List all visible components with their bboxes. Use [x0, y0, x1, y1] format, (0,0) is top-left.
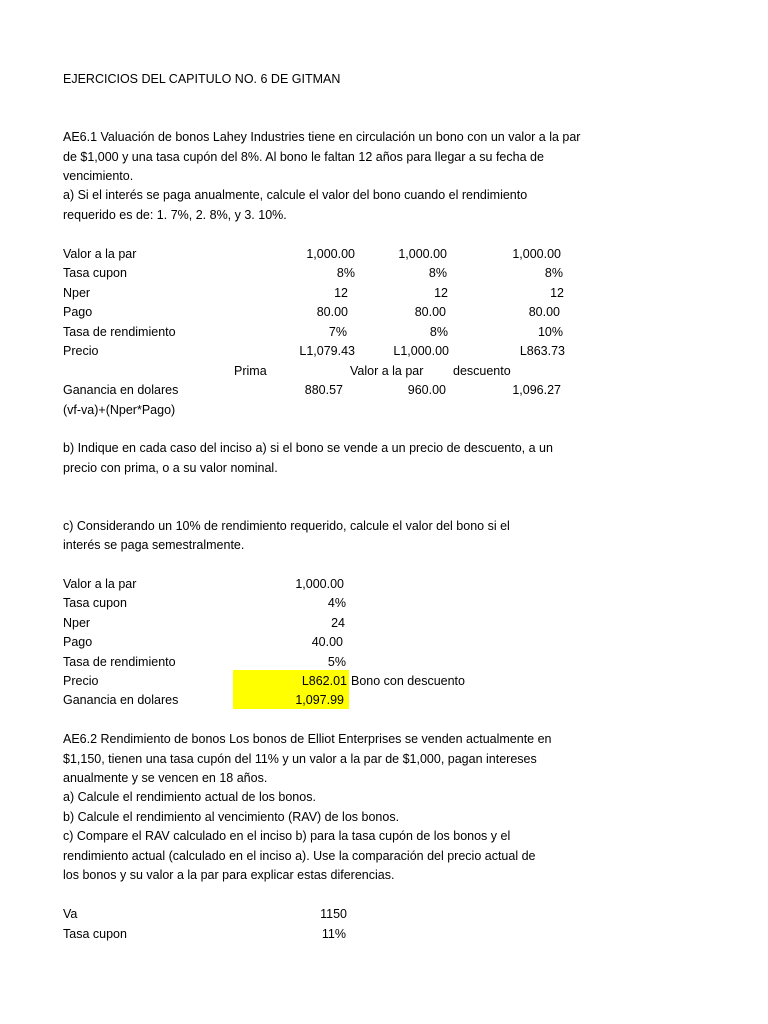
ae61-line-4: a) Si el interés se paga anualmente, calcule el valor del bono cuando el rendimiento: [63, 188, 528, 202]
price-note: Bono con descuento: [351, 674, 465, 688]
table-cell: 8%: [429, 325, 448, 339]
table-cell: L863.73: [519, 344, 565, 358]
classification-descuento: descuento: [453, 364, 511, 378]
gain-label: Ganancia en dolares: [63, 693, 179, 707]
table-row-label: Va: [63, 907, 78, 921]
ae62-line-3: anualmente y se vencen en 18 años.: [63, 771, 268, 785]
table-cell: 12: [550, 286, 564, 300]
ae62-line-2: $1,150, tienen una tasa cupón del 11% y un valor a la par de $1,000, pagan intereses: [63, 752, 537, 766]
table-cell: 8%: [544, 266, 563, 280]
table-cell: 1,000.00: [512, 247, 561, 261]
table-row-label: Valor a la par: [63, 577, 137, 591]
part-c-line-1: c) Considerando un 10% de rendimiento requerido, calcule el valor del bono si el: [63, 519, 510, 533]
table-row-label: Precio: [63, 344, 99, 358]
table-cell: 7%: [328, 325, 347, 339]
table-row-label: Valor a la par: [63, 247, 137, 261]
ae62-line-8: los bonos y su valor a la par para explicar estas diferencias.: [63, 868, 395, 882]
ae61-line-5: requerido es de: 1. 7%, 2. 8%, y 3. 10%.: [63, 208, 287, 222]
table-cell: L1,079.43: [299, 344, 355, 358]
table-cell: 80.00: [414, 305, 446, 319]
table-cell: 24: [331, 616, 345, 630]
table-cell: 10%: [537, 325, 563, 339]
table-row-label: Tasa cupon: [63, 596, 127, 610]
gain-formula: (vf-va)+(Nper*Pago): [63, 403, 176, 417]
table-row-label: Tasa cupon: [63, 927, 127, 941]
table-cell: 5%: [327, 655, 346, 669]
part-b-line-2: precio con prima, o a su valor nominal.: [63, 461, 278, 475]
table-cell: 4%: [327, 596, 346, 610]
table-cell: 880.57: [304, 383, 343, 397]
ae62-line-4: a) Calcule el rendimiento actual de los bonos.: [63, 790, 316, 804]
part-b-line-1: b) Indique en cada caso del inciso a) si el bono se vende a un precio de descuento, a un: [63, 441, 553, 455]
table-cell: 80.00: [316, 305, 348, 319]
classification-par: Valor a la par: [350, 364, 424, 378]
gain-label: Ganancia en dolares: [63, 383, 179, 397]
ae61-line-1: AE6.1 Valuación de bonos Lahey Industries tiene en circulación un bono con un valor a la par: [63, 130, 581, 144]
gain-value: 1,097.99: [295, 693, 344, 707]
ae61-line-3: vencimiento.: [63, 169, 134, 183]
table-cell: 8%: [336, 266, 355, 280]
ae62-line-7: rendimiento actual (calculado en el inciso a). Use la comparación del precio actual de: [63, 849, 536, 863]
table-cell: 11%: [321, 927, 346, 941]
ae62-line-6: c) Compare el RAV calculado en el inciso b) para la tasa cupón de los bonos y el: [63, 829, 511, 843]
table-cell: 1,000.00: [306, 247, 355, 261]
ae62-line-1: AE6.2 Rendimiento de bonos Los bonos de Elliot Enterprises se venden actualmente en: [63, 732, 552, 746]
table-cell: L1,000.00: [393, 344, 449, 358]
price-value: L862.01: [301, 674, 347, 688]
ae61-line-2: de $1,000 y una tasa cupón del 8%. Al bono le faltan 12 años para llegar a su fecha de: [63, 150, 544, 164]
table-cell: 12: [434, 286, 448, 300]
table-cell: 40.00: [311, 635, 343, 649]
table-cell: 80.00: [528, 305, 560, 319]
part-c-line-2: interés se paga semestralmente.: [63, 538, 245, 552]
table-row-label: Tasa de rendimiento: [63, 325, 176, 339]
classification-prima: Prima: [234, 364, 267, 378]
table-row-label: Tasa cupon: [63, 266, 127, 280]
table-row-label: Tasa de rendimiento: [63, 655, 176, 669]
table-row-label: Pago: [63, 635, 93, 649]
ae62-line-5: b) Calcule el rendimiento al vencimiento (RAV) de los bonos.: [63, 810, 400, 824]
table-cell: 12: [334, 286, 348, 300]
table-cell: 1150: [320, 907, 347, 921]
table-cell: 1,096.27: [512, 383, 561, 397]
table-cell: 1,000.00: [295, 577, 344, 591]
table-cell: 8%: [428, 266, 447, 280]
price-label: Precio: [63, 674, 99, 688]
table-row-label: Pago: [63, 305, 93, 319]
table-cell: 1,000.00: [398, 247, 447, 261]
table-row-label: Nper: [63, 286, 91, 300]
table-row-label: Nper: [63, 616, 91, 630]
page-title: EJERCICIOS DEL CAPITULO NO. 6 DE GITMAN: [63, 72, 341, 86]
table-cell: 960.00: [407, 383, 446, 397]
